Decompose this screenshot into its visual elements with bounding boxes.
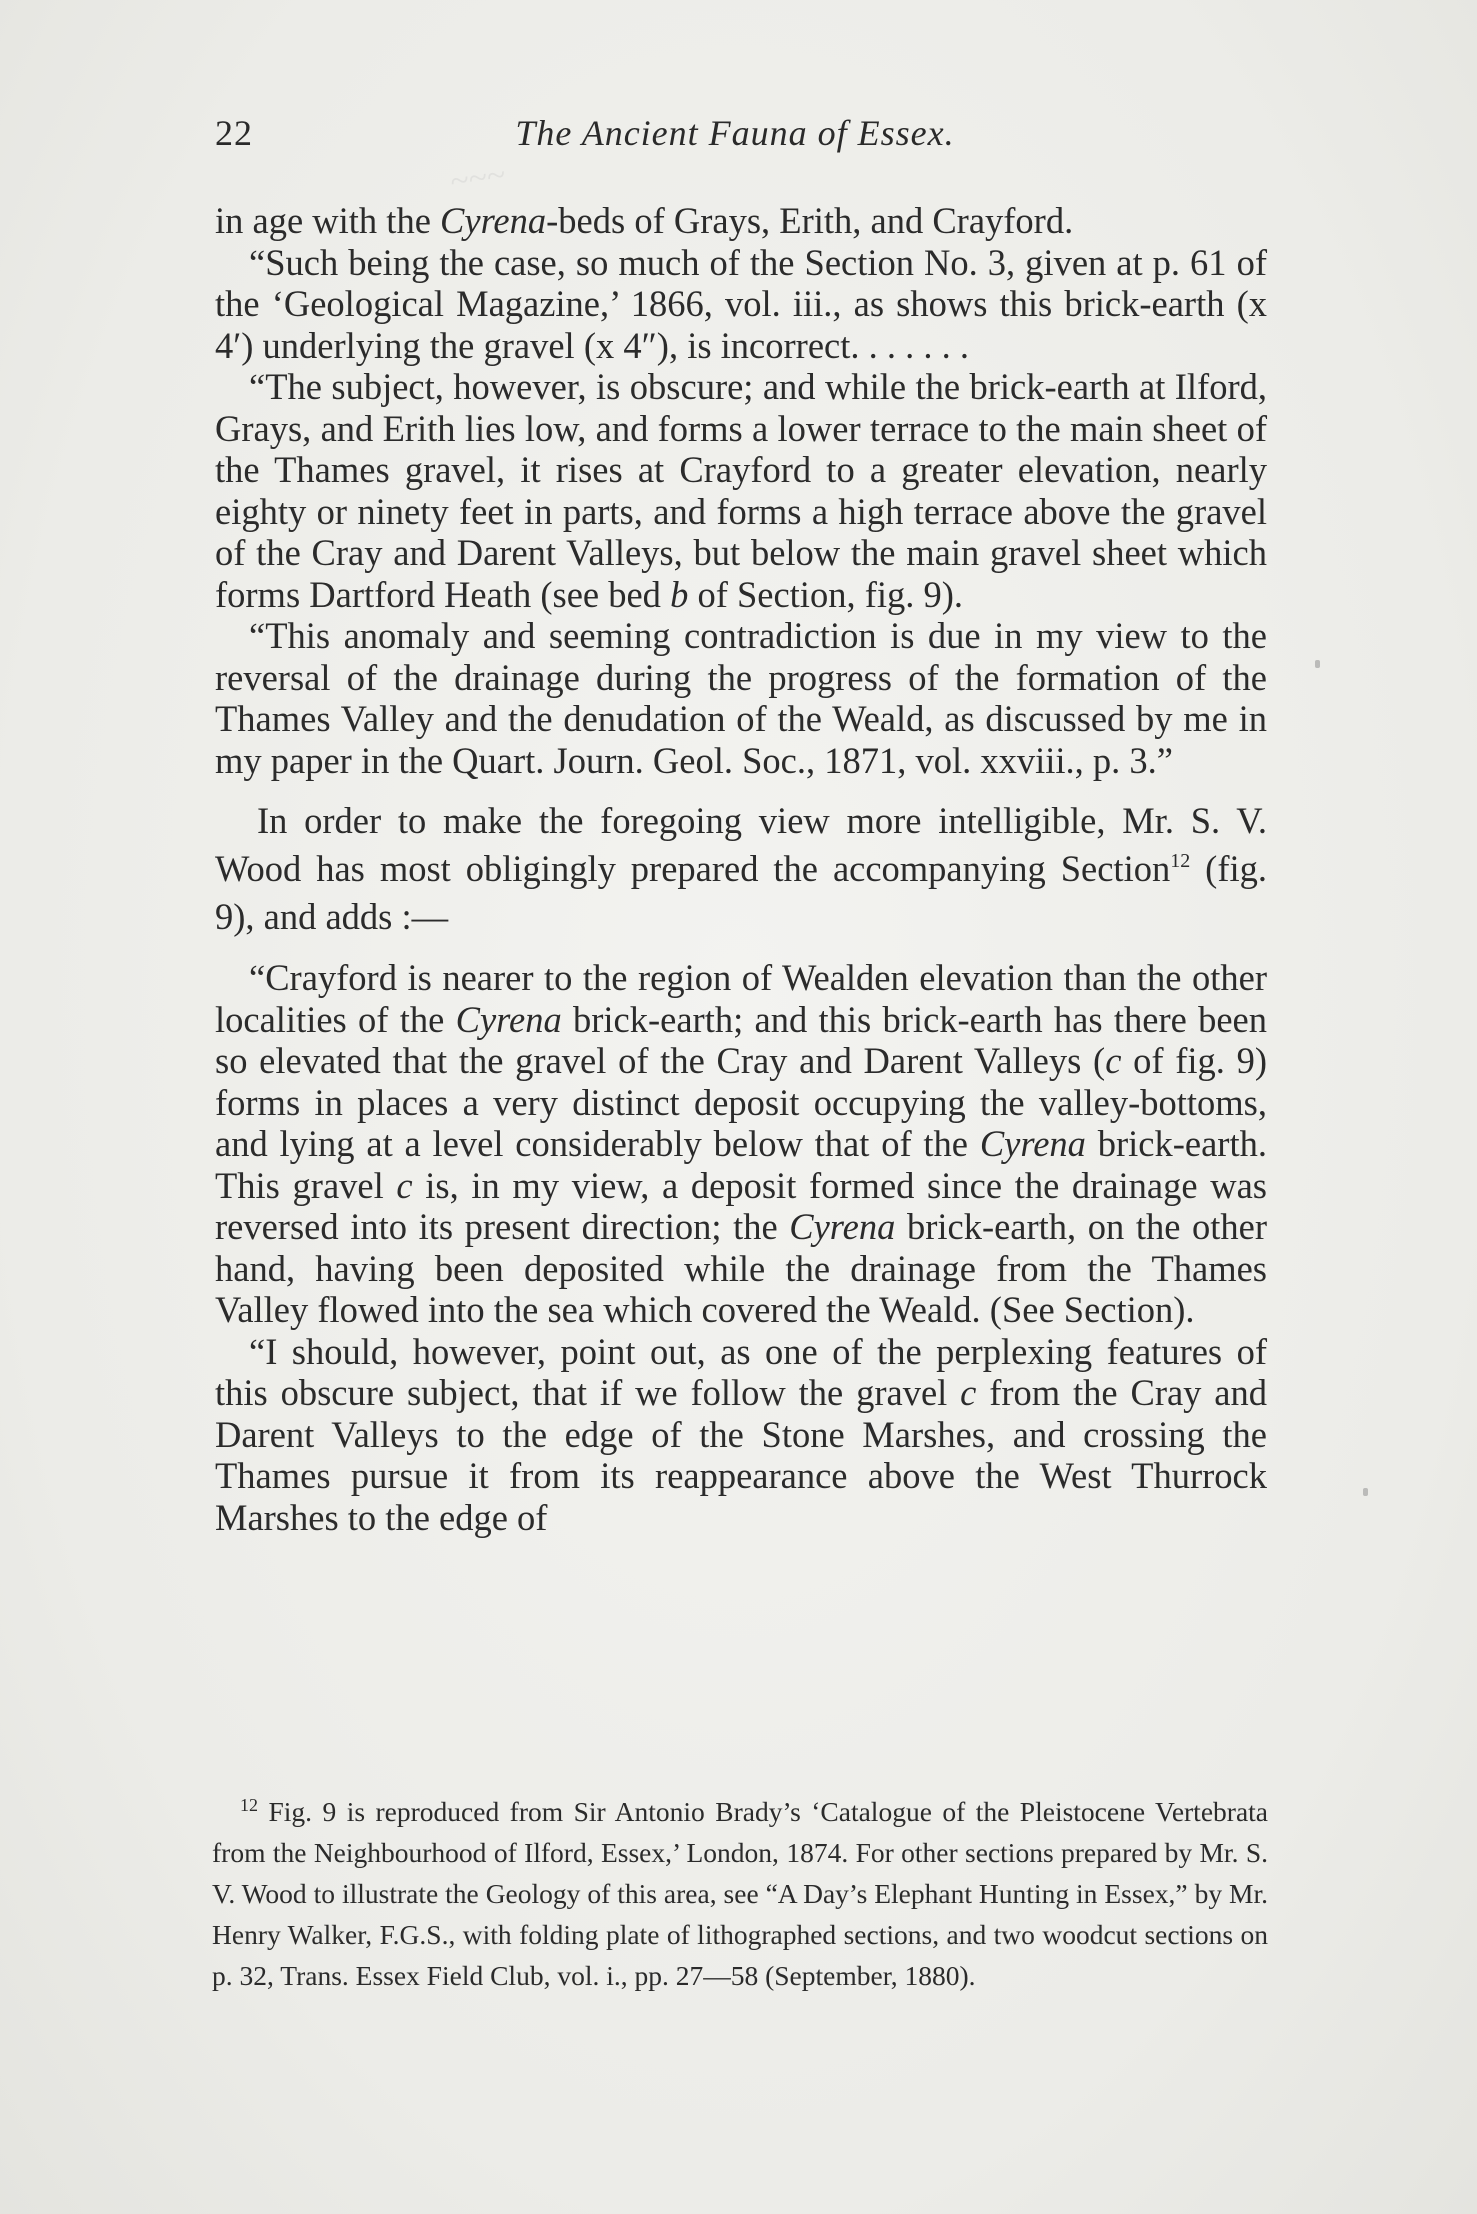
- paragraph: “I should, however, point out, as one of the perplexing features of this obscure subject, that if we follow the gravel c from the Cray and Darent Valleys to the edge of the Stone Marshes, and crossing the Thames pursue it from its reappearance above the West Thurrock Marshes to the edge of: [215, 1330, 1267, 1538]
- page-header: [215, 112, 1265, 162]
- paragraph: “Crayford is nearer to the region of Wealden elevation than the other localities of the Cyrena brick-earth; and this brick-earth has there been so elevated that the gravel of the Cray and Darent Valleys (c of fig. 9) forms in places a very distinct deposit occupying the valley-bottoms, and lying at a level considerably below that of the Cyrena brick-earth. This gravel c is, in my view, a deposit formed since the drainage was reversed into its present direction; the Cyrena brick-earth, on the other hand, having been deposited while the drainage from the Thames Valley flowed into the sea which covered the Weald. (See Section).: [215, 957, 1268, 1330]
- running-title: The Ancient Fauna of Essex.: [515, 113, 955, 153]
- paragraph: “This anomaly and seeming contradiction is due in my view to the reversal of the drainage during the progress of the formation of the Thames Valley and the denudation of the Weald, as discussed by me in my paper in the Quart. Journ. Geol. Soc., 1871, vol. xxviii., p. 3.”: [215, 615, 1267, 781]
- paragraph: in age with the Cyrena-beds of Grays, Erith, and Crayford.: [215, 200, 1074, 241]
- main-text: [215, 200, 1267, 1538]
- footnote: [212, 1791, 1268, 1996]
- paragraph: “Such being the case, so much of the Section No. 3, given at p. 61 of the ‘Geological Magazine,’ 1866, vol. iii., as shows this brick-earth (x 4′) underlying the gravel (x 4″), is incorrect. . . . . . .: [215, 241, 1267, 366]
- paper-speck: [1363, 1488, 1368, 1496]
- page-number: 22: [215, 113, 253, 153]
- show-through-mark: ~~~: [447, 156, 508, 201]
- footnote-reference: 12: [1170, 850, 1191, 872]
- footnote-paragraph: $^{12}$ Fig. 9 is reproduced from Sir Antonio Brady’s ‘Catalogue of the Pleistocene Vertebrata from the Neighbourhood of Ilford, Essex,’ London, 1874. For other sections prepared by Mr. S. V. Wood to illustrate the Geology of this area, see “A Day’s Elephant Hunting in Essex,” by Mr. Henry Walker, F.G.S., with folding plate of lithographed sections, and two woodcut sections on p. 32, Trans. Essex Field Club, vol. i., pp. 27—58 (September, 1880).: [212, 1795, 1268, 1991]
- paragraph: In order to make the foregoing view more intelligible, Mr. S. V. Wood has most obligingly prepared the accompanying Section$^{12}$ (fig. 9), and adds :—: [215, 800, 1267, 937]
- paragraph: “The subject, however, is obscure; and while the brick-earth at Ilford, Grays, and Erith lies low, and forms a lower terrace to the main sheet of the Thames gravel, it rises at Crayford to a greater elevation, nearly eighty or ninety feet in parts, and forms a high terrace above the gravel of the Cray and Darent Valleys, but below the main gravel sheet which forms Dartford Heath (see bed b of Section, fig. 9).: [215, 366, 1267, 615]
- paper-speck: [1315, 660, 1320, 668]
- footnote-marker: 12: [240, 1795, 258, 1815]
